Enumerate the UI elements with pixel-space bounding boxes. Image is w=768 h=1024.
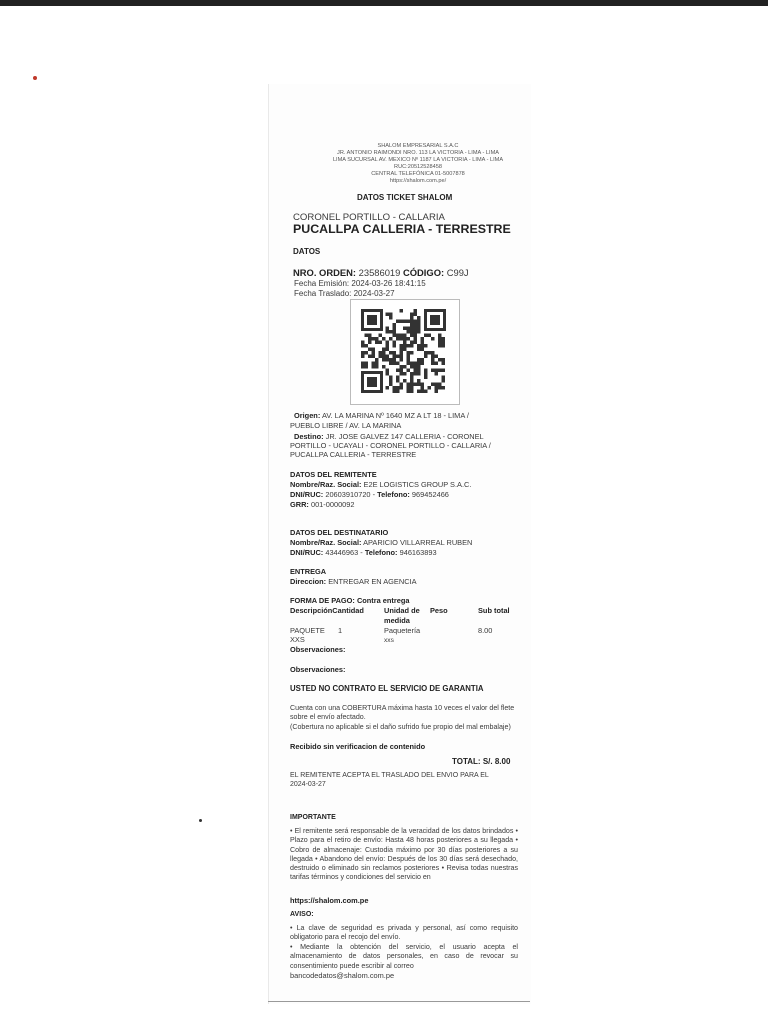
ticket-title: DATOS TICKET SHALOM	[357, 193, 453, 202]
transfer-date-label: Fecha Traslado:	[294, 289, 352, 298]
observations-label: Observaciones:	[290, 645, 346, 654]
issue-date-label: Fecha Emisión:	[294, 279, 350, 288]
item-unit-2: xxs	[384, 637, 394, 644]
dark-speck	[199, 819, 202, 822]
scanner-top-edge	[0, 0, 768, 6]
sender-name-label: Nombre/Raz. Social:	[290, 480, 362, 489]
company-name: SHALOM EMPRESARIAL S.A.C	[377, 143, 459, 149]
origin-value: AV. LA MARINA Nº 1640 MZ A LT 18 - LIMA /	[321, 411, 469, 420]
sender-name: E2E LOGISTICS GROUP S.A.C.	[363, 480, 472, 489]
sender-phone: 969452466	[411, 490, 449, 499]
recipient-phone-label: Telefono:	[364, 548, 398, 557]
recipient-name-line	[290, 538, 472, 547]
observations-label-2: Observaciones:	[290, 665, 346, 674]
recipient-id-label: DNI/RUC:	[290, 548, 324, 557]
transfer-date-line	[294, 289, 395, 298]
destination-value: JR. JOSE GALVEZ 147 CALLERIA - CORONEL	[325, 432, 484, 441]
aviso-text-1: • La clave de seguridad es privada y personal, así como requisito obligatorio para el recojo del envío.	[290, 924, 518, 942]
acceptance-date: 2024-03-27	[290, 781, 326, 788]
sender-grr-label: GRR:	[290, 500, 309, 509]
coverage-text: Cuenta con una COBERTURA máxima hasta 10 veces el valor del flete sobre el envío afectado.	[290, 704, 515, 722]
payment-line	[290, 596, 410, 605]
table-header-unit: Unidad de	[384, 606, 420, 615]
total-line	[452, 757, 510, 766]
total-label: TOTAL:	[452, 757, 481, 766]
important-heading: IMPORTANTE	[290, 814, 336, 821]
recipient-name: APARICIO VILLARREAL RUBEN	[363, 538, 473, 547]
destination-line3: PUCALLPA CALLERIA - TERRESTRE	[290, 450, 417, 459]
destination-line2: PORTILLO - UCAYALI - CORONEL PORTILLO - CALLARIA /	[290, 441, 491, 450]
transfer-date: 2024-03-27	[353, 289, 395, 298]
delivery-address: ENTREGAR EN AGENCIA	[328, 577, 417, 586]
item-description: PAQUETE	[290, 626, 325, 635]
recipient-name-label: Nombre/Raz. Social:	[290, 538, 362, 547]
sender-phone-label: Telefono:	[377, 490, 410, 499]
sender-id-label: DNI/RUC:	[290, 490, 324, 499]
table-header-unit-2: medida	[384, 616, 410, 625]
important-text: • El remitente será responsable de la veracidad de los datos brindados • Plazo para el retiro de envío: Hasta 48 horas posteriores a su llegada • Cobro de almacenaje: Custodia máximo por 30 días posteriores a su llegada • Abandono del envío: Después de los 30 días será desechado, destruido o eliminado sin reclamos posteriores • Revisa todas nuestras tarifas términos y condiciones del servicio en	[290, 827, 518, 882]
qr-code-icon	[350, 299, 460, 405]
sender-grr-line	[290, 500, 355, 509]
origin-line	[294, 411, 469, 420]
coverage-note: (Cobertura no aplicable si el daño sufrido fue propio del mal embalaje)	[290, 723, 511, 731]
recipient-phone: 946163893	[399, 548, 437, 557]
order-number-label: NRO. ORDEN:	[293, 267, 357, 278]
recipient-heading: DATOS DEL DESTINATARIO	[290, 528, 389, 537]
table-header-weight: Peso	[430, 606, 448, 615]
aviso-text-2: • Mediante la obtención del servicio, el usuario acepta el almacenamiento de datos personales, en caso de revocar su consentimiento puede escribir al correo	[290, 943, 518, 970]
recipient-id-line: DNI/RUC: 43446963 - Telefono: 946163893	[290, 548, 437, 557]
payment-label: FORMA DE PAGO:	[290, 596, 355, 605]
agency-district: CORONEL PORTILLO - CALLARIA	[293, 212, 445, 223]
acceptance-text: EL REMITENTE ACEPTA EL TRASLADO DEL ENVIO PARA EL	[290, 772, 489, 779]
sender-id: 20603910720	[325, 490, 371, 499]
order-code-label: CÓDIGO:	[402, 267, 445, 278]
table-header-desc-qty: DescripciónCantidad	[290, 606, 364, 615]
payment-value: Contra entrega	[356, 596, 410, 605]
item-unit: Paquetería	[384, 626, 421, 635]
item-description-2: XXS	[290, 635, 305, 644]
aviso-email[interactable]: bancodedatos@shalom.com.pe	[290, 971, 395, 980]
item-subtotal: 8.00	[478, 626, 493, 635]
item-quantity: 1	[338, 626, 343, 635]
ticket-bottom-edge	[268, 1001, 530, 1002]
sender-name-line	[290, 480, 471, 489]
guarantee-notice: USTED NO CONTRATO EL SERVICIO DE GARANTIA	[290, 684, 484, 693]
recipient-id: 43446963	[325, 548, 359, 557]
total-value: S/. 8.00	[482, 757, 511, 766]
aviso-heading: AVISO:	[290, 911, 314, 918]
order-line	[293, 267, 469, 278]
agency-name: PUCALLPA CALLERIA - TERRESTRE	[293, 222, 511, 236]
origin-label: Origen:	[294, 411, 321, 420]
destination-line	[294, 432, 484, 441]
origin-line2: PUEBLO LIBRE / AV. LA MARINA	[290, 421, 402, 430]
received-text: Recibido sin verificacion de contenido	[290, 742, 426, 751]
issue-date: 2024-03-26 18:41:15	[351, 279, 426, 288]
qr-code-graphic	[351, 300, 459, 404]
datos-heading: DATOS	[293, 247, 321, 256]
red-speck	[33, 76, 37, 80]
company-phone: CENTRAL TELEFÓNICA 01-5007878	[371, 171, 465, 177]
destination-label: Destino:	[294, 432, 324, 441]
delivery-heading: ENTREGA	[290, 567, 327, 576]
sender-heading: DATOS DEL REMITENTE	[290, 470, 377, 479]
sender-id-line: DNI/RUC: 20603910720 - Telefono: 969452466	[290, 490, 449, 499]
company-address: JR. ANTONIO RAIMONDI NRO. 113 LA VICTORIA - LIMA - LIMA	[337, 150, 499, 156]
issue-date-line	[294, 279, 426, 288]
important-link[interactable]: https://shalom.com.pe	[290, 896, 369, 905]
sender-grr: 001-0000092	[310, 500, 355, 509]
company-branch: LIMA SUCURSAL AV. MEXICO Nº 1187 LA VICTORIA - LIMA - LIMA	[332, 157, 504, 163]
order-code: C99J	[446, 267, 469, 278]
delivery-address-line	[290, 577, 417, 586]
delivery-address-label: Direccion:	[290, 577, 327, 586]
order-number: 23586019	[358, 267, 401, 278]
table-header-subtotal: Sub total	[478, 606, 510, 615]
company-web: https://shalom.com.pe/	[389, 178, 447, 184]
company-ruc: RUC:20512528458	[394, 164, 442, 170]
